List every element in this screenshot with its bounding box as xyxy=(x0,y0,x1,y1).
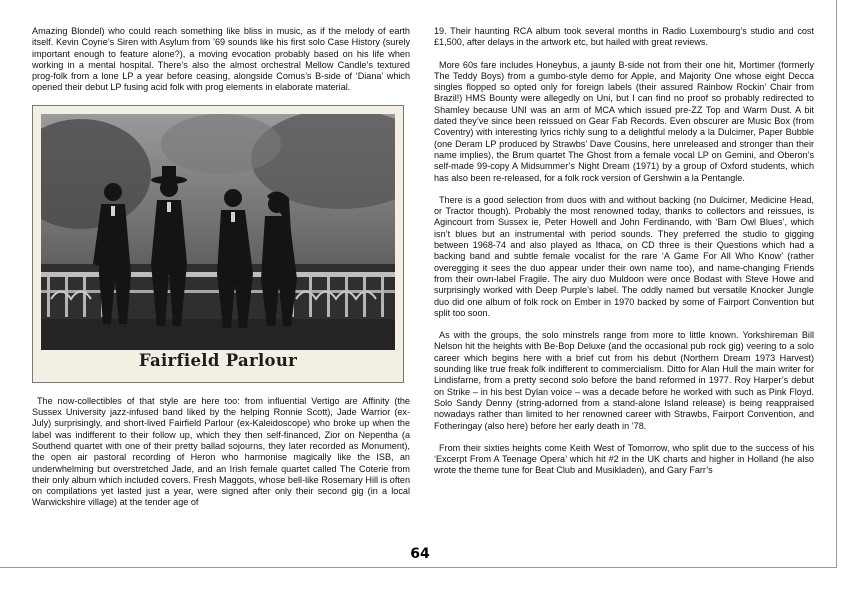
right-paragraph-1: 19. Their haunting RCA album took several months in Radio Luxembourg’s studio and cost £1,500, after delays in the artwork etc, but hailed with great reviews. xyxy=(434,26,814,48)
page-edge-bottom xyxy=(0,567,837,568)
right-paragraph-3: There is a good selection from duos with and without backing (no Dulcimer, Medicine Head, or Tractor though). Probably the most renowned today, thanks to collectors and reissues, is Agincourt from Sussex ie, Peter Howell and John Ferdinando, with ‘Barn Owl Blues’, which isn’t blues but an instrumental with period sounds. They preferred the studio to gigging between 1968-74 and also played as Ithaca, on CD three is their Questions which had a backing band and subtle female vocalist for the rare ‘A Game For All Who Know’ (rather overegging it sees the duo appear under their own name too), and name-changing Friends from their own-label Fragile. The airy duo Muldoon were once Bodast with Steve Howe and surprisingly worked with Deep Purple’s label. The oddly named but versatile Knocker Jungle duo did one album of folk rock on Ember in 1970 backed by some of Fairport Convention but split too soon. xyxy=(434,194,814,318)
band-photo xyxy=(41,114,395,350)
right-paragraph-4: As with the groups, the solo minstrels range from more to little known. Yorkshireman Bill Nelson hit the heights with Be-Bop Deluxe (and the occasional pub rock gig) veering to a solo career which begins here with a brief cut from his debut (Northern Dream 1973 Harvest) sounding like true freak folk indifferent to commercialism. Ditto for Alan Hull the main writer for Lindisfarne, from a pretty second solo before the band reformed in 1977. Roy Harper’s debut on Strike – in his best Dylan voice – was a decade before he worked with such as Pink Floyd. Solo Sandy Denny (string-adorned from a stand-alone Island release) is being reappraised nowadays rather than limited to her renowned career with Strawbs, Fairport Convention, and Fotheringay (also here) before her early death in ’78. xyxy=(434,330,814,431)
right-paragraph-2: More 60s fare includes Honeybus, a jaunty B-side not from their one hit, Mortimer (formerly The Teddy Boys) from a gumbo-style demo for Apple, and Majority One whose eight Decca singles flopped so opted only for foreign labels (their assured Rainbow Rockin’ Chair from Brazil!) HMS Bounty were allegedly on Uni, but I can find no proof so probably redirected to Shamley because UNI was an arm of MCA which issued pre-ZZ Top and Warm Dust. A bit dated they’ve since been reissued on Gear Fab Records. Even obscurer are Music Box (from Coventry) with interesting lyrics richly sung to a delightful melody a la Dulcimer, Paper Bubble (one Deram LP produced by Strawbs’ Dave Cousins, here unreleased and stronger than their name implies), the Brum quartet The Ghost from a female vocal LP on Gemini, and Oberon’s self-made 99-copy A Midsummer’s Night Dream (1971) by a group of Oxford students, which has also been re-released, for a folk rock version of Gershwin a la Pentangle. xyxy=(434,59,814,183)
left-column xyxy=(32,26,410,509)
left-paragraph-1: Amazing Blondel) who could reach something like bliss in music, as if the melody of earth itself. Kevin Coyne’s Siren with Asylum from ’69 sounds like his first solo Case History (surely important enough to feature alone?), a moving evocation probably based on his life when working in a mental hospital. There’s also the almost orchestral Mellow Candle’s textured prog-folk from a lone LP a year before ceasing, alongside Comus’s B-side of ‘Diana’ which opened their debut LP fusing acid folk with prog elements in elaborate material. xyxy=(32,26,410,93)
left-paragraph-2: The now-collectibles of that style are here too: from influential Vertigo are Affinity (the Sussex University jazz-infused band liked by the helping Ronnie Scott), Jade Warrior (ex-July) surprisingly, and short-lived Fairfield Parlour (ex-Kaleidoscope) who broke up when the label was indifferent to their follow up, which they then self-financed, Zior on Nepentha (a Southend quartet with one of their pretty ballad sojourns, they later recorded as Monument), the open air pastoral recording of Heron who harmonise magically like the ISB, an underwhelming but overstretched Jade, and an Irish female quartet called The Coterie from their only album which included covers. Fresh Maggots, whose bell-like Rosemary Hill is often on compilations yet lasted just a year, were signed after only their second gig (in a local Warwickshire village) at the tender age of xyxy=(32,395,410,508)
band-photo-frame xyxy=(32,105,404,383)
page-edge-right xyxy=(836,0,837,568)
right-paragraph-5: From their sixties heights come Keith West of Tomorrow, who split due to the success of his ‘Excerpt From A Teenage Opera’ which hit #2 in the UK charts and higher in Holland (he also wrote the theme tune for Beat Club and Musikladen), and Gary Farr’s xyxy=(434,442,814,476)
page-number: 64 xyxy=(410,546,430,562)
photo-caption: Fairfield Parlour xyxy=(138,350,298,370)
right-column xyxy=(434,26,814,477)
